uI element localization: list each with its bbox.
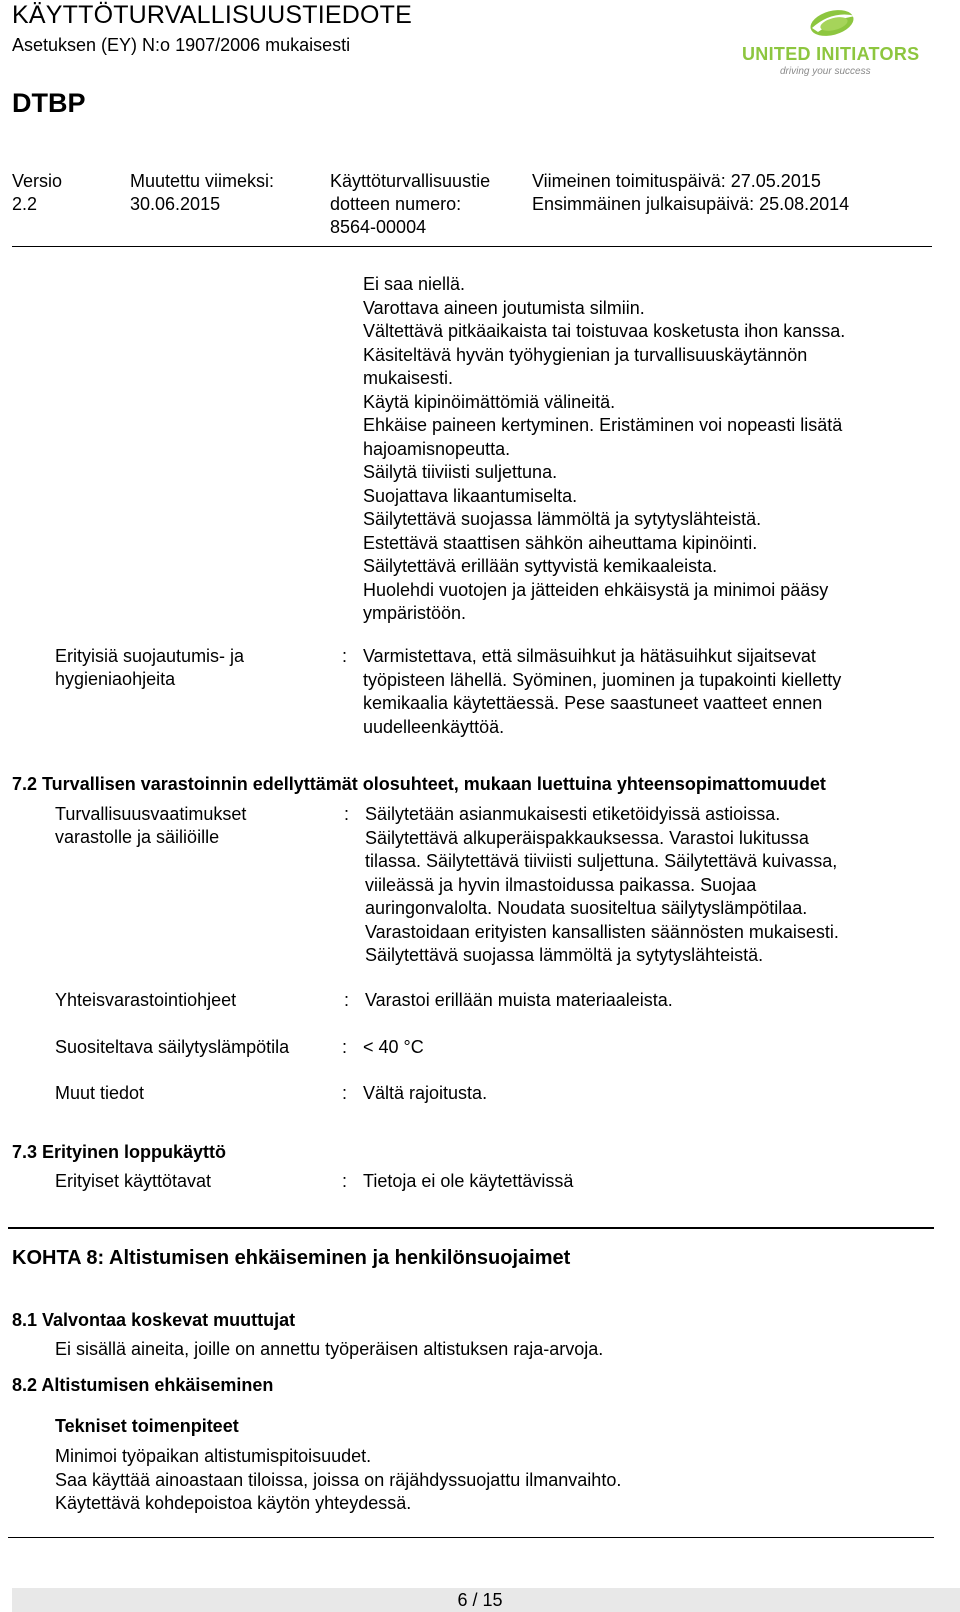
- hygiene-line: Varmistettava, että silmäsuihkut ja hätäsuihkut sijaitsevat: [363, 646, 816, 666]
- technical-measures-heading: Tekniset toimenpiteet: [55, 1416, 239, 1436]
- technical-measure-line: Saa käyttää ainoastaan tiloissa, joissa on räjähdyssuojattu ilmanvaihto.: [55, 1469, 622, 1490]
- hygiene-label-line1: Erityisiä suojautumis- ja: [55, 646, 245, 666]
- control-parameters-text: Ei sisällä aineita, joille on annettu työperäisen altistuksen raja-arvoja.: [55, 1339, 604, 1359]
- specific-uses-value: Tietoja ei ole käytettävissä: [363, 1171, 574, 1191]
- field-separator: :: [344, 804, 350, 824]
- logo-wordmark: UNITED INITIATORS: [742, 44, 920, 64]
- sds-number-label-line1: Käyttöturvallisuustie: [330, 171, 491, 191]
- storage-temperature-label: Suositeltava säilytyslämpötila: [55, 1037, 290, 1057]
- handling-line: Säilytä tiiviisti suljettuna.: [363, 462, 558, 482]
- other-info-label: Muut tiedot: [55, 1083, 145, 1103]
- hygiene-line: kemikaalia käytettäessä. Pese saastuneet vaatteet ennen: [363, 693, 823, 713]
- hygiene-instructions: [363, 645, 841, 739]
- handling-line: Säilytettävä erillään syttyvistä kemikaaleista.: [363, 556, 718, 576]
- storage-line: Varastoidaan erityisten kansallisten säännösten mukaisesti.: [365, 921, 839, 942]
- storage-line: auringonvalolta. Noudata suositeltua säilytyslämpötilaa.: [365, 898, 808, 918]
- modified-label: Muutettu viimeksi:: [130, 171, 275, 191]
- storage-temperature-value: < 40 °C: [363, 1037, 424, 1057]
- handling-line: Käytä kipinöimättömiä välineitä.: [363, 391, 616, 412]
- storage-line: Säilytettävä alkuperäispakkauksessa. Varastoi lukitussa: [365, 827, 809, 848]
- header-divider: [12, 246, 932, 247]
- version-label: Versio: [12, 171, 63, 191]
- section-8-2-heading: 8.2 Altistumisen ehkäiseminen: [12, 1375, 274, 1395]
- technical-measures-text: [55, 1445, 621, 1516]
- product-name: DTBP: [12, 88, 86, 118]
- page-number: 6 / 15: [457, 1590, 503, 1610]
- storage-requirements-text: [365, 803, 839, 968]
- handling-line: Vältettävä pitkäaikaista tai toistuvaa kosketusta ihon kanssa.: [363, 321, 846, 341]
- handling-line: Huolehdi vuotojen ja jätteiden ehkäisystä ja minimoi pääsy: [363, 579, 829, 600]
- field-separator: :: [342, 1083, 348, 1103]
- other-info-value: Vältä rajoitusta.: [363, 1083, 488, 1103]
- joint-storage-label: Yhteisvarastointiohjeet: [55, 990, 237, 1010]
- specific-uses-label: Erityiset käyttötavat: [55, 1171, 212, 1191]
- handling-line: Varottava aineen joutumista silmiin.: [363, 297, 645, 318]
- section-8-1-heading: 8.1 Valvontaa koskevat muuttujat: [12, 1310, 296, 1330]
- handling-line: Säilytettävä suojassa lämmöltä ja sytytyslähteistä.: [363, 509, 762, 529]
- section-7-3-heading: 7.3 Erityinen loppukäyttö: [12, 1142, 227, 1162]
- handling-line: mukaisesti.: [363, 368, 454, 388]
- technical-measure-line: Käytettävä kohdepoistoa käytön yhteydessä.: [55, 1493, 412, 1513]
- handling-line: Ei saa niellä.: [363, 274, 466, 294]
- handling-line: Estettävä staattisen sähkön aiheuttama kipinöinti.: [363, 532, 758, 553]
- handling-line: ympäristöön.: [363, 603, 467, 623]
- hygiene-line: uudelleenkäyttöä.: [363, 716, 505, 737]
- regulation-subtitle: Asetuksen (EY) N:o 1907/2006 mukaisesti: [12, 35, 351, 55]
- storage-line: viileässä ja hyvin ilmastoidussa paikassa. Suojaa: [365, 874, 757, 895]
- field-separator: :: [342, 1171, 348, 1191]
- handling-line: hajoamisnopeutta.: [363, 438, 511, 459]
- handling-line: Suojattava likaantumiselta.: [363, 485, 578, 506]
- logo-swoosh-icon: [804, 6, 864, 40]
- technical-measure-line: Minimoi työpaikan altistumispitoisuudet.: [55, 1446, 372, 1466]
- version-value: 2.2: [12, 194, 38, 214]
- footer-divider: [8, 1537, 934, 1538]
- field-separator: :: [342, 1037, 348, 1057]
- sds-number-value: 8564-00004: [330, 217, 427, 237]
- last-delivery-date: Viimeinen toimituspäivä: 27.05.2015: [532, 171, 821, 191]
- company-logo: [740, 6, 940, 76]
- first-publication-date: Ensimmäinen julkaisupäivä: 25.08.2014: [532, 194, 850, 214]
- storage-line: Säilytettävä suojassa lämmöltä ja sytytyslähteistä.: [365, 945, 764, 965]
- field-separator: :: [342, 646, 348, 666]
- storage-line: Säilytetään asianmukaisesti etiketöidyissä astioissa.: [365, 804, 781, 824]
- hygiene-label-line2: hygieniaohjeita: [55, 669, 176, 689]
- storage-requirements-label-line2: varastolle ja säiliöille: [55, 827, 220, 847]
- handling-line: Käsiteltävä hyvän työhygienian ja turvallisuuskäytännön: [363, 344, 808, 365]
- storage-line: tilassa. Säilytettävä tiiviisti suljettuna. Säilytettävä kuivassa,: [365, 851, 838, 871]
- document-title: KÄYTTÖTURVALLISUUSTIEDOTE: [12, 1, 412, 29]
- modified-value: 30.06.2015: [130, 194, 221, 214]
- sds-number-label-line2: dotteen numero:: [330, 194, 462, 214]
- handling-instructions: [363, 273, 845, 626]
- section-divider: [8, 1227, 934, 1229]
- section-8-heading: KOHTA 8: Altistumisen ehkäiseminen ja henkilönsuojaimet: [12, 1247, 571, 1269]
- field-separator: :: [344, 990, 350, 1010]
- joint-storage-value: Varastoi erillään muista materiaaleista.: [365, 990, 673, 1010]
- handling-line: Ehkäise paineen kertyminen. Eristäminen voi nopeasti lisätä: [363, 415, 843, 435]
- hygiene-line: työpisteen lähellä. Syöminen, juominen ja tupakointi kielletty: [363, 669, 842, 690]
- logo-tagline: driving your success: [780, 66, 871, 77]
- section-7-2-heading: 7.2 Turvallisen varastoinnin edellyttämät olosuhteet, mukaan luettuina yhteensopimattomuudet: [12, 774, 826, 794]
- storage-requirements-label-line1: Turvallisuusvaatimukset: [55, 804, 247, 824]
